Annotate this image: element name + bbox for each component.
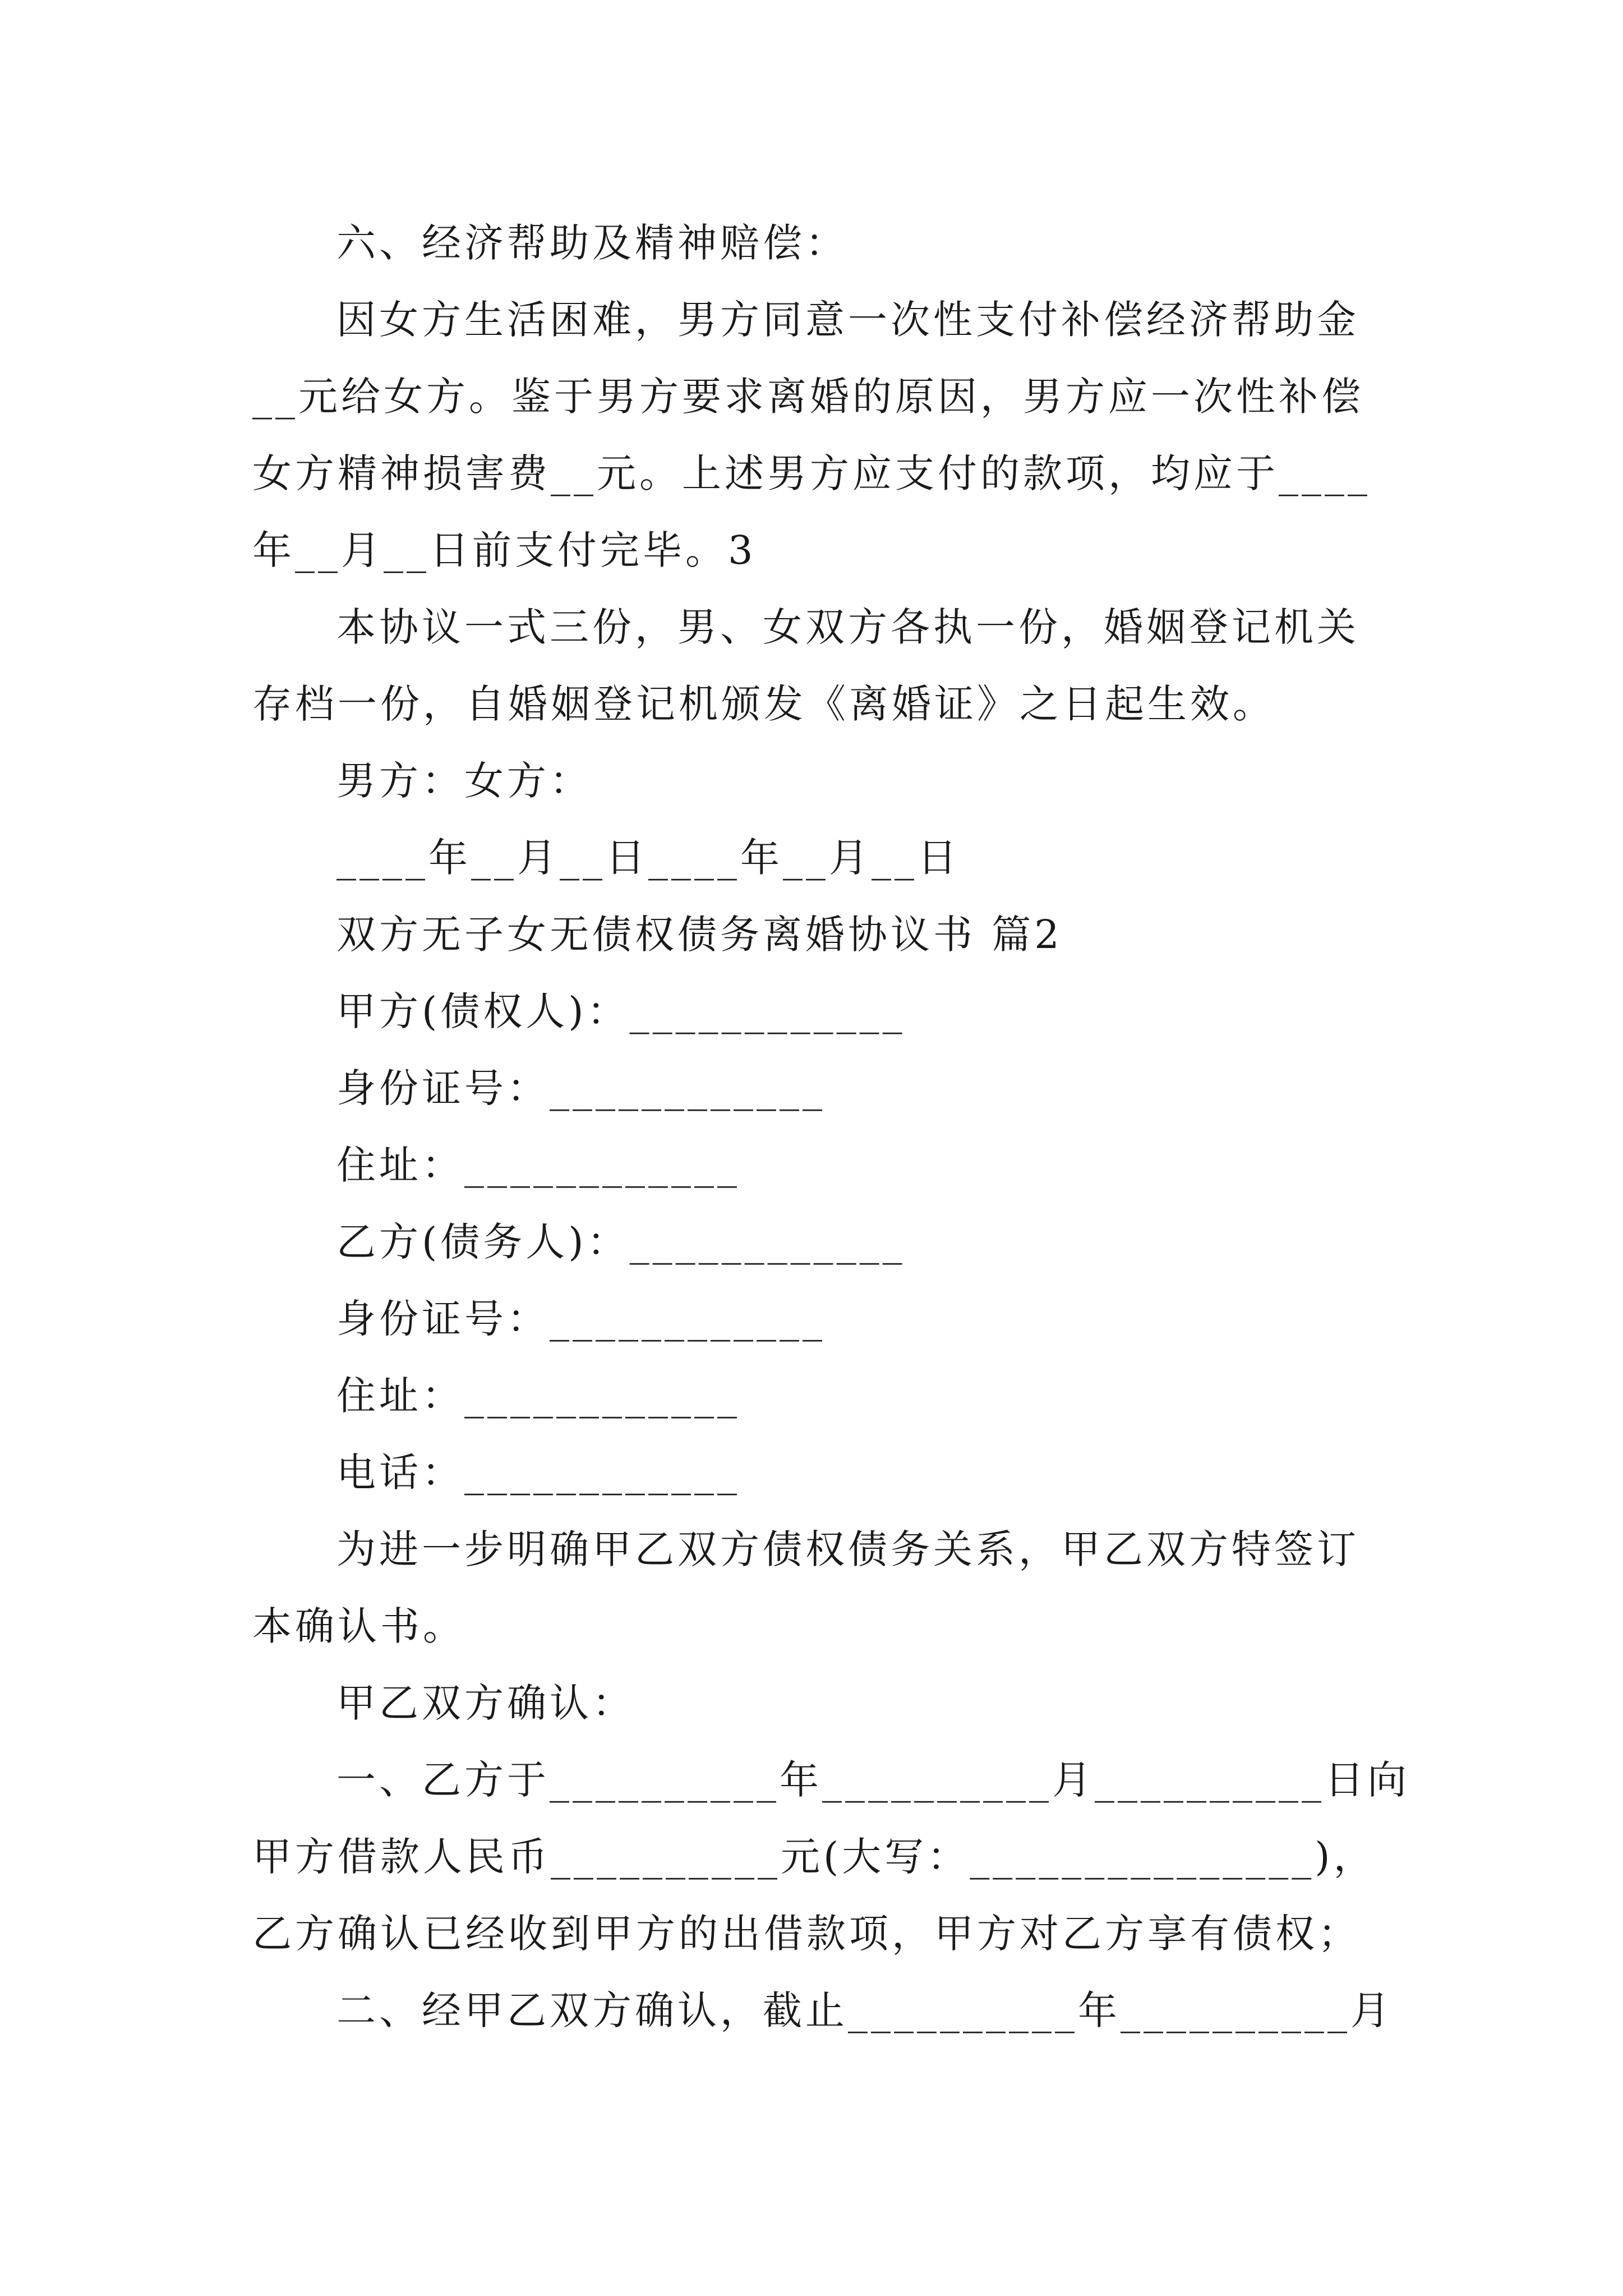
date-line: ____年__月__日____年__月__日 <box>336 835 960 881</box>
party-b-phone-field: 电话：____________ <box>336 1450 740 1496</box>
signature-line: 男方：女方： <box>336 758 592 804</box>
paragraph-line: __元给女方。鉴于男方要求离婚的原因，男方应一次性补偿 <box>252 374 1364 420</box>
document-title: 双方无子女无债权债务离婚协议书 篇2 <box>336 912 1063 958</box>
party-b-id-field: 身份证号：____________ <box>336 1296 826 1342</box>
party-a-id-field: 身份证号：____________ <box>336 1065 826 1111</box>
paragraph-line: 甲乙双方确认： <box>336 1680 635 1726</box>
paragraph-line: 年__月__日前支付完毕。3 <box>252 527 757 573</box>
paragraph-line: 女方精神损害费__元。上述男方应支付的款项，均应于____ <box>252 450 1371 496</box>
clause-two-line: 二、经甲乙双方确认，截止__________年__________月 <box>336 1987 1393 2033</box>
clause-one-line: 一、乙方于__________年__________月__________日向 <box>336 1757 1410 1803</box>
clause-one-line: 乙方确认已经收到甲方的出借款项，甲方对乙方享有债权； <box>252 1911 1361 1957</box>
party-b-address-field: 住址：____________ <box>336 1373 740 1419</box>
party-b-field: 乙方(债务人)：____________ <box>336 1219 906 1265</box>
paragraph-line: 存档一份，自婚姻登记机颁发《离婚证》之日起生效。 <box>252 681 1275 727</box>
document-body <box>252 205 1410 2049</box>
clause-one-line: 甲方借款人民币__________元(大写：_______________)， <box>252 1834 1376 1880</box>
section-heading-economic-help: 六、经济帮助及精神赔偿： <box>336 220 848 266</box>
paragraph-line: 本协议一式三份，男、女双方各执一份，婚姻登记机关 <box>336 604 1359 650</box>
party-a-field: 甲方(债权人)：____________ <box>336 988 906 1034</box>
party-a-address-field: 住址：____________ <box>336 1142 740 1188</box>
paragraph-line: 本确认书。 <box>252 1603 465 1649</box>
paragraph-line: 为进一步明确甲乙双方债权债务关系，甲乙双方特签订 <box>336 1526 1359 1572</box>
paragraph-line: 因女方生活困难，男方同意一次性支付补偿经济帮助金 <box>336 297 1359 343</box>
